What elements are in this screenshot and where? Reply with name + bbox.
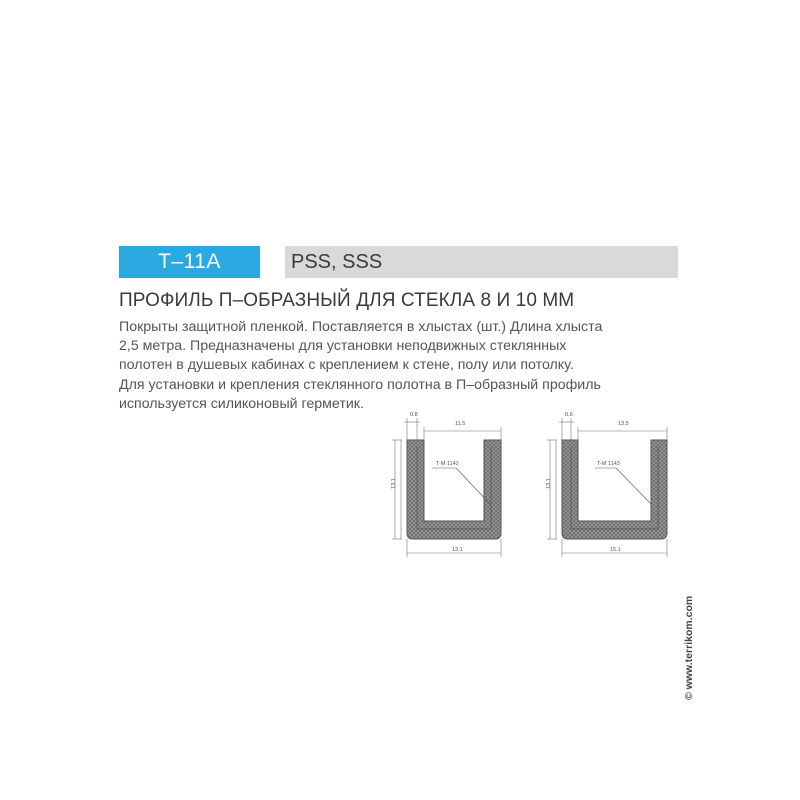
profile-code: T-M 1143: [597, 461, 620, 467]
product-title: ПРОФИЛЬ П–ОБРАЗНЫЙ ДЛЯ СТЕКЛА 8 И 10 ММ: [119, 290, 575, 311]
product-description: [119, 318, 694, 414]
dimension-outer-width: 15.1: [610, 547, 621, 553]
product-code-badge: T–11A: [119, 246, 260, 278]
description-line: Покрыты защитной пленкой. Поставляется в хлыстах (шт.) Длина хлыста: [119, 319, 603, 335]
profile-code: T-M 1142: [436, 461, 459, 467]
dimension-height: 13.1: [391, 478, 397, 489]
watermark: © www.terrikom.com: [683, 595, 695, 700]
description-line: полотен в душевых кабинах с креплением к стене, полу или потолку.: [119, 357, 574, 374]
dimension-inner-width: 13.5: [618, 421, 629, 427]
dimension-inner-width: 11.5: [455, 421, 466, 427]
description-line: 2,5 метра. Предназначены для установки неподвижных стеклянных: [119, 338, 567, 355]
profile-drawing-t-m-1143: [546, 412, 667, 557]
dimension-wall: 0.8: [565, 412, 573, 418]
dimension-height: 13.1: [546, 478, 552, 489]
series-label: PSS, SSS: [285, 246, 678, 278]
dimension-outer-width: 13.1: [452, 547, 463, 553]
description-line: используется силиконовый герметик.: [119, 395, 364, 412]
profile-drawing-t-m-1142: [391, 412, 501, 557]
description-line: Для установки и крепления стеклянного полотна в П–образный профиль: [119, 376, 601, 393]
profile-technical-drawings: [390, 405, 690, 565]
dimension-wall: 0.8: [410, 412, 418, 418]
